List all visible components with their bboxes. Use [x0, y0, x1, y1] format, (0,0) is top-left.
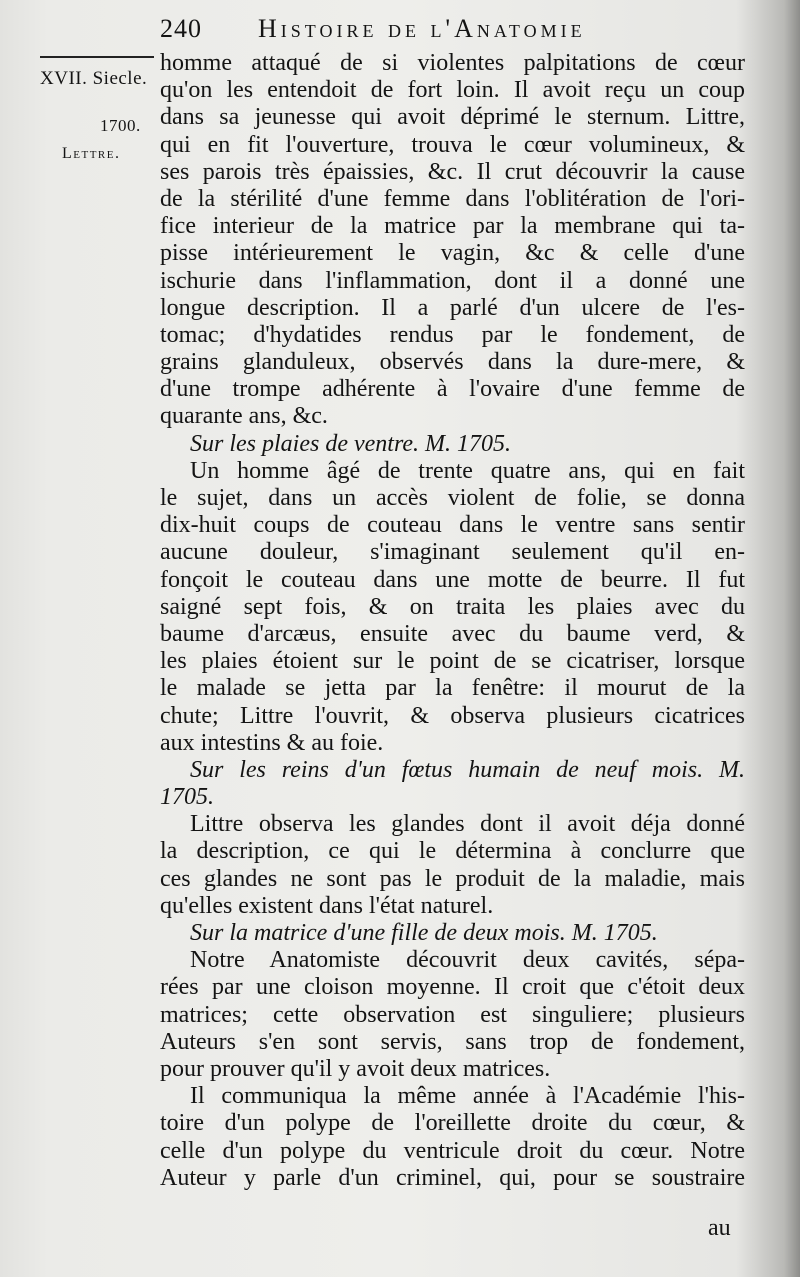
text-line: Notre Anatomiste découvrit deux cavités, sépa-: [190, 947, 745, 974]
text-line: toire d'un polype de l'oreillette droite du cœur, &: [160, 1110, 745, 1137]
running-head: Histoire de l'Anatomie: [258, 14, 586, 43]
text-line: baume d'arcæus, ensuite avec du baume verd, &: [160, 620, 745, 647]
text-line: Il communiqua la même année à l'Académie l'his-: [190, 1083, 745, 1110]
page-header: [160, 14, 680, 48]
margin-rule: [40, 56, 154, 58]
text-line: qu'elles existent dans l'état naturel.: [160, 892, 494, 919]
text-line: homme attaqué de si violentes palpitations de cœur: [160, 50, 745, 76]
text-line: aux intestins & au foie.: [160, 729, 384, 756]
text-line: rées par une cloison moyenne. Il croit que c'étoit deux: [160, 974, 745, 1001]
text-line: pour prouver qu'il y avoit deux matrices.: [160, 1055, 551, 1082]
text-line: chute; Littre l'ouvrit, & observa plusieurs cicatrices: [160, 702, 745, 729]
section-heading: Sur les reins d'un fœtus humain de neuf mois. M.: [190, 756, 745, 783]
text-line: longue description. Il a parlé d'un ulcere de l'es-: [160, 294, 745, 321]
text-line: fice interieur de la matrice par la membrane qui ta-: [160, 213, 745, 240]
text-line: qui en fit l'ouverture, trouva le cœur volumineux, &: [160, 131, 745, 158]
text-line: ses parois très épaissies, &c. Il crut découvrir la cause: [160, 158, 745, 185]
text-line: celle d'un polype du ventricule droit du cœur. Notre: [160, 1137, 745, 1164]
text-line: fonçoit le couteau dans une motte de beurre. Il fut: [160, 566, 745, 593]
text-line: aucune douleur, s'imaginant seulement qu'il en-: [160, 539, 745, 566]
text-line: tomac; d'hydatides rendus par le fondement, de: [160, 321, 745, 348]
text-body: [160, 50, 745, 1192]
text-line: la description, ce qui le détermina à conclurre que: [160, 838, 745, 865]
section-heading: 1705.: [160, 784, 214, 811]
catchword: au: [708, 1215, 731, 1241]
text-line: ischurie dans l'inflammation, dont il a donné une: [160, 267, 745, 294]
text-line: le sujet, dans un accès violent de folie, se donna: [160, 485, 745, 511]
text-line: ces glandes ne sont pas le produit de la maladie, mais: [160, 865, 745, 892]
text-line: dans sa jeunesse qui avoit déprimé le sternum. Littre,: [160, 104, 745, 131]
text-line: les plaies étoient sur le point de se cicatriser, lorsque: [160, 648, 745, 675]
text-line: grains glanduleux, observés dans la dure-mere, &: [160, 349, 745, 376]
text-line: qu'on les entendoit de fort loin. Il avoit reçu un coup: [160, 77, 745, 104]
text-line: d'une trompe adhérente à l'ovaire d'une femme de: [160, 376, 745, 403]
text-line: pisse intérieurement le vagin, &c & celle d'une: [160, 240, 745, 267]
text-line: Auteurs s'en sont servis, sans trop de fondement,: [160, 1028, 745, 1055]
text-line: Littre observa les glandes dont il avoit déja donné: [190, 811, 745, 838]
text-line: le malade se jetta par la fenêtre: il mourut de la: [160, 675, 745, 702]
text-line: Auteur y parle d'un criminel, qui, pour se soustraire: [160, 1164, 745, 1191]
text-line: matrices; cette observation est singuliere; plusieurs: [160, 1001, 745, 1028]
text-line: Un homme âgé de trente quatre ans, qui en fait: [190, 457, 745, 484]
margin-section: Lettre.: [62, 145, 121, 162]
margin-year: 1700.: [100, 116, 141, 135]
text-line: dix-huit coups de couteau dans le ventre sans sentir: [160, 512, 745, 539]
page-number: 240: [160, 14, 202, 43]
text-line: saigné sept fois, & on traita les plaies avec du: [160, 593, 745, 620]
text-line: de la stérilité d'une femme dans l'oblitération de l'ori-: [160, 185, 745, 212]
section-heading: Sur la matrice d'une fille de deux mois. M. 1705.: [190, 920, 658, 946]
section-heading: Sur les plaies de ventre. M. 1705.: [190, 430, 512, 457]
margin-century: XVII. Siecle.: [40, 68, 148, 89]
text-line: quarante ans, &c.: [160, 403, 328, 430]
